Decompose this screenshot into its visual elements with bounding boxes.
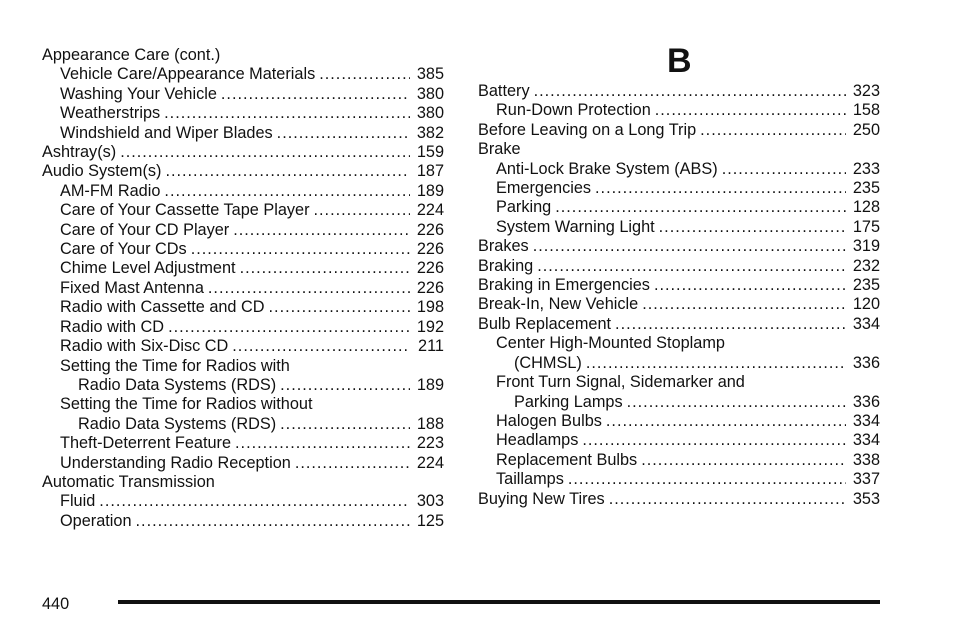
index-entry-label: Care of Your CD Player	[60, 220, 230, 239]
section-letter: B	[667, 42, 692, 80]
index-entry-label: Theft-Deterrent Feature	[60, 434, 232, 453]
dot-leader	[654, 276, 846, 295]
index-entry	[42, 473, 444, 492]
index-entries-right	[478, 82, 880, 509]
index-entry-page: 189	[416, 375, 444, 394]
index-entry-label: Windshield and Wiper Blades	[60, 123, 273, 142]
index-entry-page: 336	[852, 392, 880, 411]
index-entry-label: Brake	[478, 140, 521, 159]
index-entry-label: Vehicle Care/Appearance Materials	[60, 65, 316, 84]
dot-leader	[280, 415, 410, 434]
index-entry-page: 226	[416, 278, 444, 297]
index-entry-label: Automatic Transmission	[42, 472, 215, 491]
index-entry-page: 323	[852, 82, 880, 100]
index-column-right	[478, 42, 880, 509]
index-entry	[42, 434, 444, 453]
index-entry-label: Run-Down Protection	[496, 101, 651, 120]
index-entry-page: 334	[852, 431, 880, 450]
index-entry-label: Setting the Time for Radios without	[60, 395, 313, 414]
dot-leader	[233, 221, 410, 240]
index-entry	[42, 124, 444, 143]
index-entry	[478, 160, 880, 179]
index-entry-label: Weatherstrips	[60, 104, 161, 123]
dot-leader	[280, 376, 410, 395]
index-entry-page: 198	[416, 298, 444, 317]
index-entry	[42, 376, 444, 395]
index-entry	[478, 237, 880, 256]
index-entry	[42, 337, 444, 356]
index-entry-page: 223	[416, 434, 444, 453]
index-entry	[478, 140, 880, 159]
index-entry	[478, 412, 880, 431]
dot-leader	[537, 257, 846, 276]
index-entry	[42, 357, 444, 376]
index-entry-label: Bulb Replacement	[478, 314, 612, 333]
index-entry-page: 336	[852, 353, 880, 372]
dot-leader	[120, 143, 410, 162]
index-entry	[42, 395, 444, 414]
index-entry	[42, 162, 444, 181]
index-entry-page: 189	[416, 181, 444, 200]
dot-leader	[606, 412, 846, 431]
index-entry-page: 235	[852, 276, 880, 295]
index-entry	[478, 121, 880, 140]
index-entry	[42, 240, 444, 259]
index-entry-page: 337	[852, 470, 880, 489]
index-entry-label: Buying New Tires	[478, 489, 605, 508]
index-entry	[42, 454, 444, 473]
index-entry-page: 125	[416, 511, 444, 530]
index-entry-label: Battery	[478, 82, 530, 100]
index-entry	[42, 512, 444, 531]
index-entry-label: Fixed Mast Antenna	[60, 278, 204, 297]
index-entry-label: Parking Lamps	[514, 392, 623, 411]
index-entry-label: Halogen Bulbs	[496, 411, 602, 430]
dot-leader	[164, 104, 410, 123]
index-entry-page: 232	[852, 256, 880, 275]
index-entry-label: Before Leaving on a Long Trip	[478, 120, 697, 139]
index-entry	[42, 415, 444, 434]
dot-leader	[700, 121, 846, 140]
index-entry-page: 158	[852, 101, 880, 120]
index-entry	[478, 257, 880, 276]
index-entry-page: 224	[416, 453, 444, 472]
dot-leader	[595, 179, 846, 198]
index-entry-label: Radio with Six-Disc CD	[60, 337, 229, 356]
index-entry-page: 128	[852, 198, 880, 217]
index-entry-page: 175	[852, 217, 880, 236]
index-entry-label: Care of Your Cassette Tape Player	[60, 201, 310, 220]
index-entry	[42, 104, 444, 123]
index-entry	[42, 318, 444, 337]
index-entry-label: Headlamps	[496, 431, 579, 450]
index-entry	[478, 334, 880, 353]
index-entry-page: 353	[852, 489, 880, 508]
index-entry	[478, 82, 880, 101]
index-entry-page: 334	[852, 314, 880, 333]
dot-leader	[277, 124, 410, 143]
index-entry-label: Radio Data Systems (RDS)	[78, 414, 277, 433]
index-entry	[478, 354, 880, 373]
index-entry-page: 385	[416, 65, 444, 84]
dot-leader	[164, 182, 410, 201]
index-entry	[478, 218, 880, 237]
index-entry	[42, 279, 444, 298]
dot-leader	[722, 160, 846, 179]
index-entry-label: Anti-Lock Brake System (ABS)	[496, 159, 718, 178]
index-entry-page: 235	[852, 179, 880, 198]
dot-leader	[659, 218, 846, 237]
dot-leader	[568, 470, 846, 489]
index-entry	[478, 198, 880, 217]
index-entry-page: 188	[416, 414, 444, 433]
index-entry-page: 380	[416, 104, 444, 123]
index-entry-page: 303	[416, 492, 444, 511]
index-entry-label: Setting the Time for Radios with	[60, 356, 290, 375]
dot-leader	[319, 65, 410, 84]
index-entry	[478, 490, 880, 509]
index-entry-page: 338	[852, 450, 880, 469]
dot-leader	[191, 240, 410, 259]
index-entry-label: Radio Data Systems (RDS)	[78, 375, 277, 394]
index-entry	[42, 182, 444, 201]
index-entry-page: 380	[416, 84, 444, 103]
page-number: 440	[42, 595, 70, 613]
dot-leader	[642, 295, 846, 314]
dot-leader	[533, 237, 846, 256]
index-entry-label: Replacement Bulbs	[496, 450, 638, 469]
index-entry	[478, 373, 880, 392]
dot-leader	[586, 354, 846, 373]
index-entry-label: Care of Your CDs	[60, 240, 187, 259]
index-entry-page: 226	[416, 240, 444, 259]
index-entry-page: 382	[416, 123, 444, 142]
index-entry	[42, 201, 444, 220]
index-entry-label: Taillamps	[496, 470, 564, 489]
dot-leader	[136, 512, 410, 531]
index-entry-page: 319	[852, 237, 880, 256]
index-entry-label: Center High-Mounted Stoplamp	[496, 334, 725, 353]
index-entry	[42, 65, 444, 84]
dot-leader	[295, 454, 410, 473]
dot-leader	[208, 279, 410, 298]
index-entry	[42, 492, 444, 511]
index-entry-page: 192	[416, 317, 444, 336]
index-entry-page: 211	[418, 337, 444, 356]
dot-leader	[221, 85, 410, 104]
index-entry-page: 334	[852, 411, 880, 430]
index-entry	[478, 451, 880, 470]
index-entry-label: Washing Your Vehicle	[60, 84, 217, 103]
index-entry-page: 226	[416, 259, 444, 278]
dot-leader	[99, 492, 410, 511]
index-entry-label: Audio System(s)	[42, 162, 162, 181]
index-entry	[42, 298, 444, 317]
index-entry	[478, 315, 880, 334]
index-entry	[42, 85, 444, 104]
index-entry-label: Operation	[60, 511, 132, 530]
dot-leader	[627, 393, 846, 412]
dot-leader	[168, 318, 410, 337]
index-entry-label: Brakes	[478, 237, 529, 256]
index-entry-label: Chime Level Adjustment	[60, 259, 236, 278]
index-entry-label: (CHMSL)	[514, 353, 582, 372]
dot-leader	[240, 259, 410, 278]
dot-leader	[165, 162, 410, 181]
index-entry	[478, 276, 880, 295]
index-entry-label: Break-In, New Vehicle	[478, 295, 639, 314]
dot-leader	[269, 298, 410, 317]
footer-rule	[118, 600, 880, 604]
index-entry-label: Parking	[496, 198, 552, 217]
index-entry-label: Fluid	[60, 492, 96, 511]
index-entry	[478, 179, 880, 198]
index-entry-label: Understanding Radio Reception	[60, 453, 291, 472]
dot-leader	[582, 431, 846, 450]
index-entry	[42, 46, 444, 65]
index-entry-label: System Warning Light	[496, 217, 655, 236]
index-entry-label: Radio with Cassette and CD	[60, 298, 265, 317]
index-entry-page: 226	[416, 220, 444, 239]
index-entry-page: 233	[852, 159, 880, 178]
index-entry	[478, 431, 880, 450]
dot-leader	[655, 101, 846, 120]
index-entry	[478, 470, 880, 489]
index-entry-page: 224	[416, 201, 444, 220]
dot-leader	[534, 82, 846, 101]
dot-leader	[314, 201, 411, 220]
index-entry-label: Ashtray(s)	[42, 143, 117, 162]
dot-leader	[609, 490, 846, 509]
index-entry	[478, 393, 880, 412]
index-entry-label: Braking in Emergencies	[478, 276, 650, 295]
index-entry-label: Appearance Care (cont.)	[42, 46, 221, 64]
index-entry	[478, 101, 880, 120]
index-entry-page: 250	[852, 120, 880, 139]
index-entry-page: 159	[416, 143, 444, 162]
dot-leader	[235, 434, 410, 453]
index-entry-label: Emergencies	[496, 179, 592, 198]
index-column-left	[42, 46, 444, 531]
index-entry-label: Braking	[478, 256, 534, 275]
index-entry	[42, 221, 444, 240]
dot-leader	[555, 198, 846, 217]
index-entry-label: AM-FM Radio	[60, 181, 161, 200]
index-entry-label: Front Turn Signal, Sidemarker and	[496, 373, 745, 392]
dot-leader	[232, 337, 410, 356]
index-entry-page: 187	[416, 162, 444, 181]
index-entry	[42, 143, 444, 162]
index-entry-page: 120	[852, 295, 880, 314]
index-entry	[478, 295, 880, 314]
dot-leader	[641, 451, 846, 470]
index-entry	[42, 259, 444, 278]
dot-leader	[615, 315, 846, 334]
index-entry-label: Radio with CD	[60, 317, 165, 336]
